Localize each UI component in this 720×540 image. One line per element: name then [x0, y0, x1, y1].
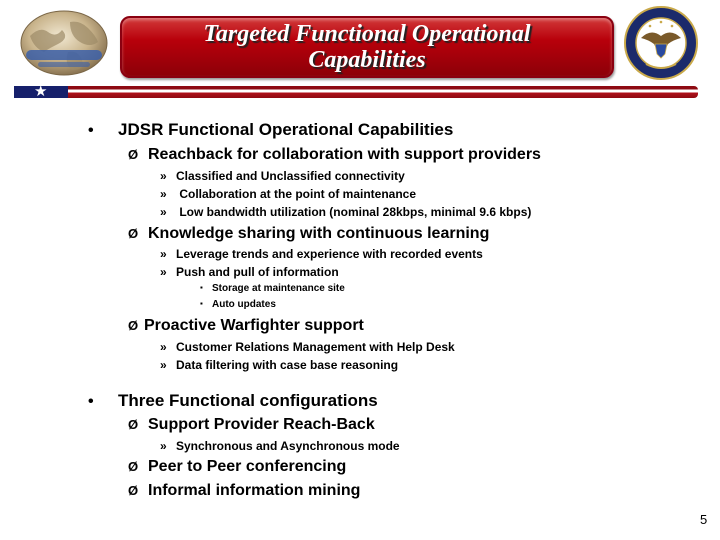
bullet-level-3	[160, 340, 455, 354]
bullet-text: JDSR Functional Operational Capabilities	[118, 120, 454, 139]
bullet-text: Reachback for collaboration with support providers	[148, 146, 541, 163]
bullet-level-2	[128, 146, 541, 164]
arrow-bullet-icon: Ø	[128, 147, 139, 162]
bullet-level-2	[128, 458, 346, 476]
star-icon: ★	[34, 82, 48, 100]
bullet-level-2	[128, 317, 364, 335]
bullet-level-1	[88, 120, 453, 140]
bullet-text: Collaboration at the point of maintenance	[176, 187, 417, 201]
bullet-level-3	[160, 205, 531, 219]
bullet-level-2	[128, 416, 375, 434]
bullet-level-3	[160, 358, 398, 372]
bullet-text: Proactive Warfighter support	[144, 317, 364, 334]
bullet-text: Low bandwidth utilization (nominal 28kbps, minimal 9.6 kbps)	[176, 205, 532, 219]
bullet-text: Three Functional configurations	[118, 391, 378, 410]
raquo-bullet-icon: »	[160, 169, 167, 183]
raquo-bullet-icon: »	[160, 187, 167, 201]
arrow-bullet-icon: Ø	[128, 459, 139, 474]
bullet-level-4	[200, 283, 345, 294]
bullet-dot-icon: •	[88, 393, 94, 410]
bullet-level-1	[88, 391, 378, 411]
raquo-bullet-icon: »	[160, 340, 167, 354]
raquo-bullet-icon: »	[160, 358, 167, 372]
bullet-level-3	[160, 247, 483, 261]
square-bullet-icon: ▪	[200, 299, 203, 308]
bullet-text: Data filtering with case base reasoning	[176, 358, 399, 372]
bullet-level-3	[160, 187, 416, 201]
bullet-text: Peer to Peer conferencing	[148, 458, 347, 475]
slide-title-line-1: Targeted Functional Operational	[203, 21, 531, 47]
bullet-level-4	[200, 299, 276, 310]
slide-title-line-2: Capabilities	[308, 47, 426, 73]
arrow-bullet-icon: Ø	[128, 417, 139, 432]
bullet-level-2	[128, 225, 489, 243]
raquo-bullet-icon: »	[160, 247, 167, 261]
arrow-bullet-icon: Ø	[128, 483, 139, 498]
raquo-bullet-icon: »	[160, 205, 167, 219]
raquo-bullet-icon: »	[160, 439, 167, 453]
bullet-level-3	[160, 265, 339, 279]
raquo-bullet-icon: »	[160, 265, 167, 279]
bullet-text: Storage at maintenance site	[212, 283, 345, 294]
bullet-text: Auto updates	[212, 299, 276, 310]
square-bullet-icon: ▪	[200, 283, 203, 292]
arrow-bullet-icon: Ø	[128, 318, 139, 333]
bullet-level-3	[160, 169, 405, 183]
bullet-text: Push and pull of information	[176, 265, 339, 279]
arrow-bullet-icon: Ø	[128, 226, 139, 241]
bullet-level-3	[160, 439, 400, 453]
bullet-text: Support Provider Reach-Back	[148, 416, 375, 433]
bullet-text: Informal information mining	[148, 482, 361, 499]
bullet-text: Leverage trends and experience with recorded events	[176, 247, 483, 261]
bullet-level-2	[128, 482, 360, 500]
bullet-text: Classified and Unclassified connectivity	[176, 169, 405, 183]
bullet-dot-icon: •	[88, 122, 94, 139]
page-number: 5	[700, 512, 708, 527]
bullet-text: Customer Relations Management with Help Desk	[176, 340, 455, 354]
bullet-text: Synchronous and Asynchronous mode	[176, 439, 400, 453]
bullet-text: Knowledge sharing with continuous learning	[148, 225, 490, 242]
